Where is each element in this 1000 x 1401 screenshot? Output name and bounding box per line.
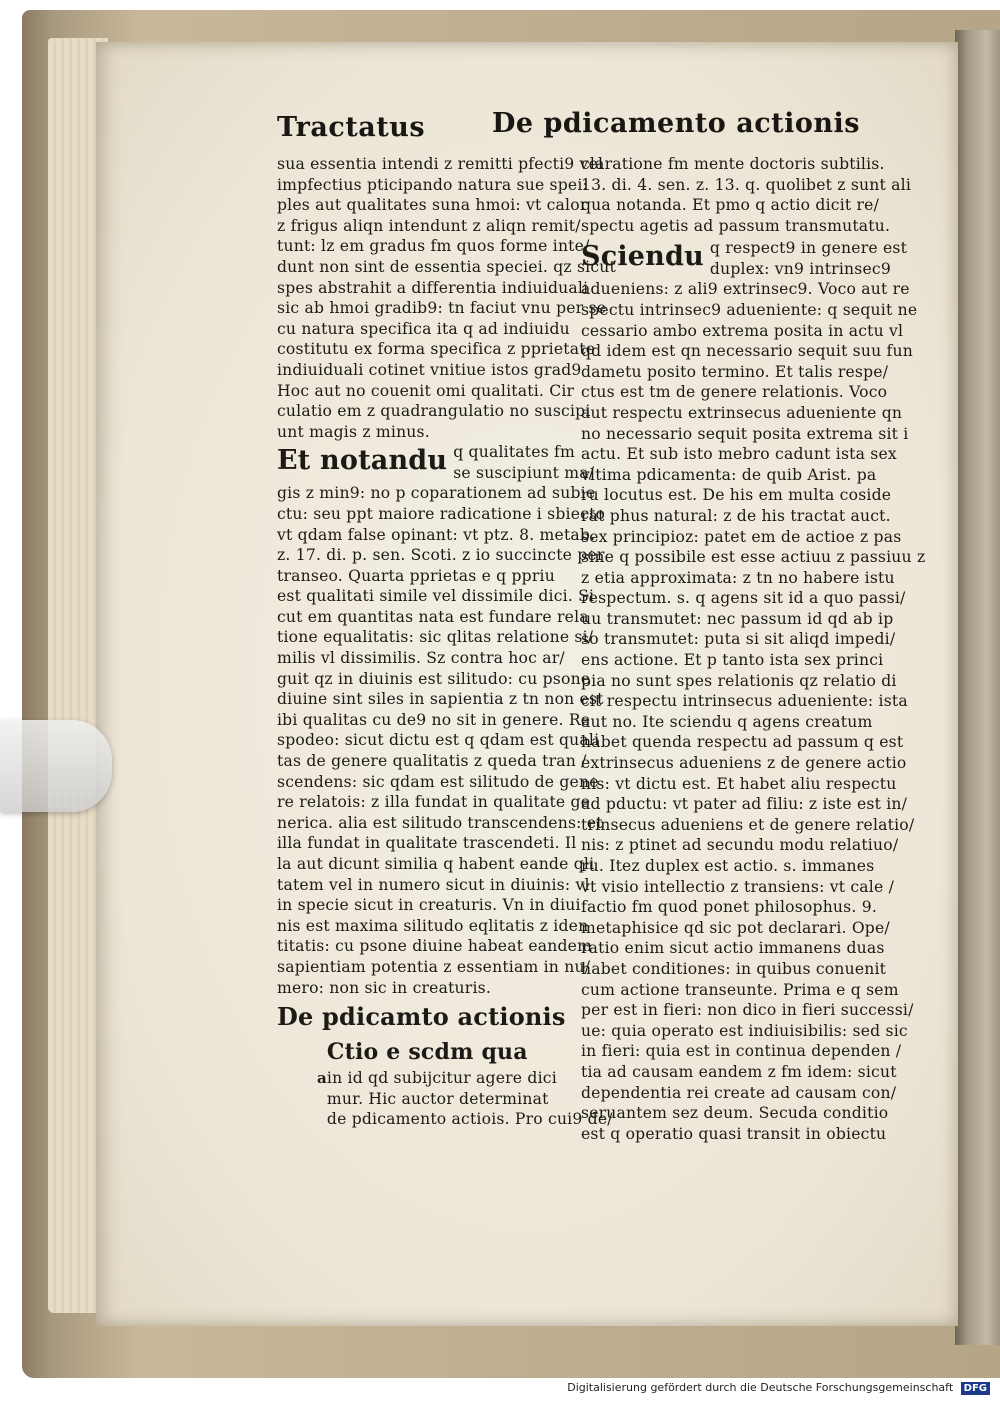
right-paragraph-a — [581, 154, 912, 236]
text-line: vltima pdicamenta: de quib Arist. pa — [581, 465, 877, 484]
text-line: culatio em z quadrangulatio no suscipi — [277, 402, 591, 421]
text-line: factio fm quod ponet philosophus. 9. — [581, 898, 877, 917]
right-binding — [955, 30, 1000, 1345]
heading-et-notandu — [277, 442, 595, 483]
text-line: sapientiam potentia z essentiam in nu/ — [277, 957, 591, 976]
text-line: vt qdam false opinant: vt ptz. 8. metab. — [277, 525, 596, 544]
footer-credit — [567, 1381, 990, 1395]
text-line: est qualitati simile vel dissimile dici. Si — [277, 587, 595, 606]
text-line: milis vl dissimilis. Sz contra hoc ar/ — [277, 649, 565, 668]
text-line: cu natura specifica ita q ad indiuidu — [277, 319, 570, 338]
text-line: aut respectu extrinsecus adueniente qn — [581, 403, 903, 422]
text-line: cit respectu intrinsecus adueniente: ista — [581, 692, 908, 711]
text-line: scendens: sic qdam est silitudo de gene — [277, 772, 599, 791]
left-paragraph-b — [277, 483, 606, 998]
text-line: qua notanda. Et pmo q actio dicit re/ — [581, 196, 880, 215]
text-line: spectu intrinsec9 adueniente: q sequit ne — [581, 300, 918, 319]
text-line: spectu agetis ad passum transmutatu. — [581, 216, 891, 235]
text-line: tas de genere qualitatis z queda tran / — [277, 752, 587, 771]
text-line: costitutu ex forma specifica z pprietate — [277, 340, 596, 359]
running-header-right: De pdicamento actionis — [492, 108, 860, 139]
text-line: adueniens: z ali9 extrinsec9. Voco aut re — [581, 280, 910, 299]
text-line: de pdicamento actiois. Pro cui9 de/ — [326, 1110, 613, 1129]
text-line: dunt non sint de essentia speciei. qz sicut — [277, 257, 617, 276]
text-line: diuine sint siles in sapientia z tn non est — [277, 690, 604, 709]
text-line: sic ab hmoi gradib9: tn faciut vnu per se — [277, 299, 607, 318]
text-line: dametu posito termino. Et talis respe/ — [581, 362, 889, 381]
text-line: guit qz in diuinis est silitudo: cu psone — [277, 669, 591, 688]
text-line: spodeo: sicut dictu est q qdam est quali — [277, 731, 600, 750]
right-text-column — [581, 154, 926, 1144]
text-line: re relatois: z illa fundat in qualitate ge — [277, 793, 591, 812]
text-line: extrinsecus adueniens z de genere actio — [581, 754, 907, 773]
left-text-column — [277, 154, 617, 1130]
text-line: vt visio intellectio z transiens: vt cale / — [581, 877, 895, 896]
left-paragraph-c — [327, 1068, 613, 1130]
text-line: tia ad causam eandem z fm idem: sicut — [581, 1062, 897, 1081]
dfg-logo: DFG — [961, 1382, 990, 1395]
text-line: impfectius pticipando natura sue spei: — [277, 175, 588, 194]
text-line: nis est maxima silitudo eqlitatis z iden — [277, 916, 589, 935]
footer-text: Digitalisierung gefördert durch die Deutsche Forschungsgemeinschaft — [567, 1381, 954, 1394]
text-line: sua essentia intendi z remitti pfecti9 vel — [277, 155, 604, 173]
right-paragraph-b — [581, 279, 926, 1144]
text-line: in specie sicut in creaturis. Vn in diui — [277, 896, 581, 915]
initial-letter: a — [317, 1069, 327, 1088]
text-line: unt magis z minus. — [277, 422, 430, 441]
heading-word: Et notandu — [277, 445, 448, 477]
text-line: metaphisice qd sic pot declarari. Ope/ — [581, 918, 890, 937]
text-line: est q operatio quasi transit in obiectu — [581, 1124, 887, 1143]
text-line: indiuiduali cotinet vnitiue istos grad9 — [277, 360, 582, 379]
text-line: tatem vel in numero sicut in diuinis: vl — [277, 875, 590, 894]
text-line: ad pductu: vt pater ad filiu: z iste est in/ — [581, 795, 908, 814]
text-line: cessario ambo extrema posita in actu vl — [581, 321, 904, 340]
heading-tail: q qualitates fm — [453, 443, 576, 462]
text-line: mur. Hic auctor determinat — [326, 1089, 549, 1108]
text-line: in fieri: quia est in continua dependen / — [581, 1042, 902, 1061]
text-line: qd idem est qn necessario sequit suu fun — [581, 342, 913, 361]
text-line: ru locutus est. De his em multa coside — [581, 486, 892, 505]
text-line: transeo. Quarta pprietas e q ppriu — [277, 566, 555, 585]
heading-sciendu — [581, 238, 908, 279]
text-line: aut no. Ite sciendu q agens creatum — [581, 712, 873, 731]
text-line: la aut dicunt similia q habent eande qli — [277, 855, 595, 873]
section-opening — [277, 1038, 613, 1130]
heading-tail: se suscipiunt ma/ — [453, 463, 595, 482]
text-line: cum actione transeunte. Prima e q sem — [581, 980, 899, 999]
text-line: in id qd subijcitur agere dici — [326, 1069, 557, 1088]
section-first-line: Ctio e scdm qua — [326, 1039, 528, 1066]
text-line: trinsecus adueniens et de genere relatio/ — [581, 815, 915, 834]
heading-word: Sciendu — [581, 241, 704, 273]
page-clip — [0, 720, 112, 812]
text-line: illa fundat in qualitate trascendeti. Il — [277, 834, 577, 853]
text-line: habet conditiones: in quibus conuenit — [581, 959, 887, 978]
text-line: ens actione. Et p tanto ista sex princi — [581, 651, 884, 670]
text-line: respectum. s. q agens sit id a quo passi/ — [581, 589, 906, 608]
text-line: z etia approximata: z tn no habere istu — [581, 568, 895, 587]
text-line: uu transmutet: nec passum id qd ab ip — [581, 609, 894, 628]
text-line: ratio enim sicut actio immanens duas — [581, 939, 885, 958]
text-line: pia no sunt spes relationis qz relatio di — [581, 671, 897, 690]
text-line: actu. Et sub isto mebro cadunt ista sex — [581, 445, 897, 464]
text-line: tione equalitatis: sic qlitas relatione si/ — [277, 628, 594, 647]
left-paragraph-a — [277, 154, 617, 442]
text-line: nerica. alia est silitudo transcendens: et — [277, 813, 603, 832]
text-line: spes abstrahit a differentia indiuiduali — [277, 278, 589, 297]
text-line: tunt: lz em gradus fm quos forme inte/ — [277, 237, 590, 256]
text-line: ue: quia operato est indiuisibilis: sed sic — [581, 1021, 908, 1040]
text-line: so transmutet: puta si sit aliqd impedi/ — [581, 630, 896, 649]
text-line: Hoc aut no couenit omi qualitati. Cir — [277, 381, 575, 400]
text-line: no necessario sequit posita extrema sit i — [581, 424, 909, 443]
text-line: gis z min9: no p coparationem ad subie — [277, 484, 596, 503]
heading-tail: duplex: vn9 intrinsec9 — [709, 259, 891, 278]
heading-tail: q respect9 in genere est — [709, 239, 908, 258]
text-line: cut em quantitas nata est fundare rela — [277, 607, 589, 626]
text-line: sex principioz: patet em de actioe z pas — [581, 527, 902, 546]
running-header-left: Tractatus — [277, 112, 426, 143]
text-line: mero: non sic in creaturis. — [277, 978, 491, 997]
text-line: z. 17. di. p. sen. Scoti. z io succincte per — [277, 546, 605, 565]
text-line: 13. di. 4. sen. z. 13. q. quolibet z sunt ali — [581, 175, 912, 194]
text-line: per est in fieri: non dico in fieri successi/ — [581, 1001, 914, 1020]
text-line: nis: z ptinet ad secundu modu relatiuo/ — [581, 836, 899, 855]
text-line: habet quenda respectu ad passum q est — [581, 733, 904, 752]
text-line: sine q possibile est esse actiuu z passiuu z — [581, 548, 926, 567]
text-line: z frigus aliqn intendunt z aliqn remit/ — [277, 216, 581, 235]
text-line: ibi qualitas cu de9 no sit in genere. Re — [277, 710, 591, 729]
section-title: De pdicamto actionis — [277, 1002, 566, 1032]
text-line: ctus est tm de genere relationis. Voco — [581, 383, 888, 402]
text-line: rat phus natural: z de his tractat auct. — [581, 506, 891, 525]
text-line: ples aut qualitates suna hmoi: vt calor — [277, 196, 588, 215]
text-line: seruantem sez deum. Secuda conditio — [581, 1104, 889, 1123]
text-line: titatis: cu psone diuine habeat eandem — [277, 937, 593, 956]
text-line: ru. Itez duplex est actio. s. immanes — [581, 857, 875, 875]
text-line: nis: vt dictu est. Et habet aliu respectu — [581, 774, 897, 793]
text-line: dependentia rei create ad causam con/ — [581, 1083, 897, 1102]
text-line: ctu: seu ppt maiore radicatione i sbiecto — [277, 504, 606, 523]
text-line: claratione fm mente doctoris subtilis. — [581, 155, 885, 173]
